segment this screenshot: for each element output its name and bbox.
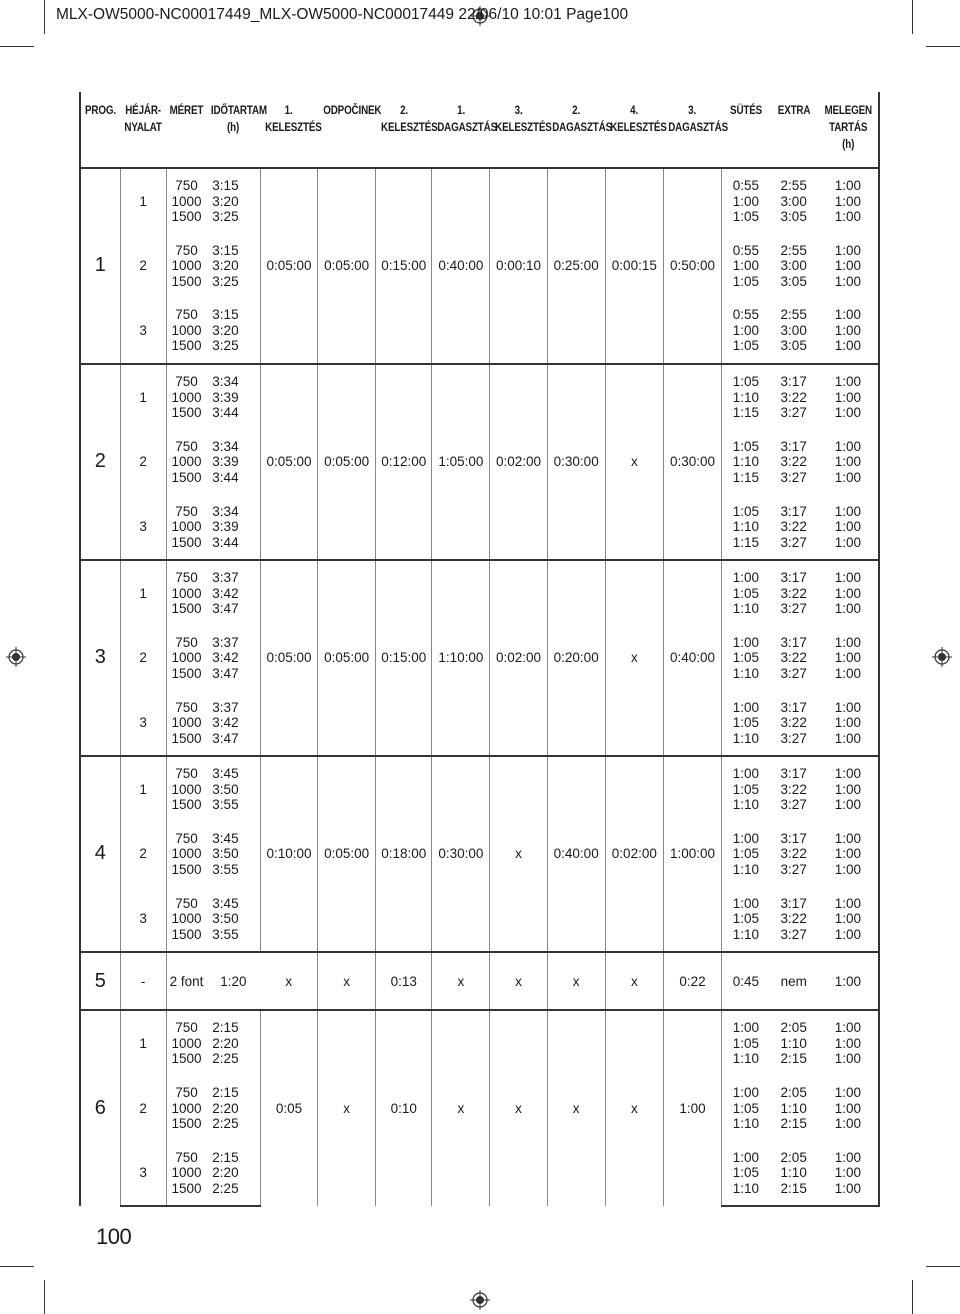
phase-time: 0:05:00: [318, 168, 376, 364]
total-duration: 3:15 3:20 3:25: [206, 234, 260, 299]
extra-time: 3:17 3:22 3:27: [770, 364, 818, 430]
table-cell: 1:00: [818, 952, 879, 1010]
loaf-size: 750 1000 1500: [171, 1085, 202, 1132]
table-cell: x: [432, 952, 490, 1010]
phase-time: 0:10:00: [260, 756, 317, 952]
phase-time: x: [432, 1010, 490, 1206]
column-header: MELEGEN TARTÁS (h): [823, 92, 873, 168]
keep-warm-time: 1:00 1:00 1:00: [818, 560, 879, 626]
crust-level: 2: [120, 234, 166, 299]
phase-time: 0:50:00: [663, 168, 721, 364]
table-row: [80, 756, 879, 822]
phase-time: 0:30:00: [663, 364, 721, 560]
keep-warm-time: 1:00 1:00 1:00: [818, 364, 879, 430]
column-header: 2. KELESZTÉS: [380, 103, 438, 134]
loaf-size: 750 1000 1500: [166, 560, 206, 626]
keep-warm-time: 1:00 1:00 1:00: [818, 756, 879, 822]
registration-mark-icon: [932, 647, 952, 667]
phase-time: 0:05:00: [318, 364, 376, 560]
phase-time: 0:02:00: [605, 756, 663, 952]
phase-time: 0:02:00: [490, 364, 547, 560]
table-cell: x: [260, 952, 317, 1010]
phase-time: 0:30:00: [547, 364, 605, 560]
phase-time: x: [605, 560, 663, 756]
phase-time: 0:10: [376, 1010, 432, 1206]
table-cell: 0:13: [376, 952, 432, 1010]
phase-time: x: [318, 1010, 376, 1206]
bake-time: 0:55 1:00 1:05: [732, 242, 759, 289]
extra-time: 2:55 3:00 3:05: [780, 242, 807, 289]
extra-time: 3:17 3:22 3:27: [780, 895, 807, 942]
program-number: 5: [80, 952, 120, 1010]
bake-time: 1:00 1:05 1:10: [732, 830, 759, 877]
extra-time: 3:17 3:22 3:27: [780, 634, 807, 681]
table-cell: 2 font: [166, 952, 206, 1010]
bake-time: 0:55 1:00 1:05: [732, 307, 759, 354]
bake-time: 1:05 1:10 1:15: [732, 438, 759, 485]
phase-time: 1:00:00: [663, 756, 721, 952]
crust-level: 3: [120, 1141, 166, 1207]
extra-time: 3:17 3:22 3:27: [770, 756, 818, 822]
total-duration: 3:15 3:20 3:25: [206, 168, 260, 234]
crop-mark: [0, 46, 34, 47]
table-cell: 0:45: [722, 952, 770, 1010]
total-duration: 3:45 3:50 3:55: [206, 756, 260, 822]
program-number: 4: [80, 756, 120, 952]
registration-mark-icon: [6, 647, 26, 667]
extra-time: 3:17 3:22 3:27: [770, 560, 818, 626]
keep-warm-time: 1:00 1:00 1:00: [818, 234, 879, 299]
extra-time: 2:55 3:00 3:05: [780, 307, 807, 354]
loaf-size: 750 1000 1500: [166, 756, 206, 822]
keep-warm-time: 1:00 1:00 1:00: [818, 298, 879, 364]
bake-time: 1:00 1:05 1:10: [722, 1141, 770, 1207]
total-duration: 3:34 3:39 3:44: [206, 494, 260, 560]
bake-time: 1:05 1:10 1:15: [722, 364, 770, 430]
table-cell: x: [318, 952, 376, 1010]
extra-time: 3:17 3:22 3:27: [780, 699, 807, 746]
table-cell: x: [547, 952, 605, 1010]
bake-time: 1:00 1:05 1:10: [722, 1010, 770, 1076]
keep-warm-time: 1:00 1:00 1:00: [818, 494, 879, 560]
phase-time: 0:05:00: [260, 364, 317, 560]
loaf-size: 750 1000 1500: [171, 634, 202, 681]
phase-time: 0:30:00: [432, 756, 490, 952]
crust-level: 1: [120, 560, 166, 626]
crop-mark: [912, 1280, 913, 1314]
loaf-size: 750 1000 1500: [171, 699, 202, 746]
keep-warm-time: 1:00 1:00 1:00: [818, 430, 879, 495]
total-duration: 3:37 3:42 3:47: [206, 691, 260, 757]
crust-level: 1: [120, 1010, 166, 1076]
program-number: 3: [80, 560, 120, 756]
column-header: HÉJÁR- NYALAT: [124, 103, 162, 134]
extra-time: 3:17 3:22 3:27: [780, 830, 807, 877]
registration-mark-icon: [470, 1290, 490, 1310]
crop-mark: [912, 0, 913, 34]
total-duration: 2:15 2:20 2:25: [206, 1010, 260, 1076]
crust-level: 3: [120, 494, 166, 560]
phase-time: 0:40:00: [663, 560, 721, 756]
keep-warm-time: 1:00 1:00 1:00: [818, 691, 879, 757]
crust-level: 1: [120, 364, 166, 430]
total-duration: 3:37 3:42 3:47: [206, 560, 260, 626]
column-header: SÜTÉS: [729, 103, 762, 117]
phase-time: 0:05:00: [260, 168, 317, 364]
keep-warm-time: 1:00 1:00 1:00: [818, 1010, 879, 1076]
phase-time: 0:05:00: [318, 560, 376, 756]
extra-time: 2:05 1:10 2:15: [780, 1085, 807, 1132]
keep-warm-time: 1:00 1:00 1:00: [818, 887, 879, 953]
page-number: 100: [96, 1224, 132, 1249]
loaf-size: 750 1000 1500: [171, 438, 202, 485]
phase-time: 0:25:00: [547, 168, 605, 364]
table-cell: 0:22: [663, 952, 721, 1010]
phase-time: 0:18:00: [376, 756, 432, 952]
total-duration: 3:34 3:39 3:44: [206, 364, 260, 430]
phase-time: 0:00:10: [490, 168, 547, 364]
crust-level: 1: [120, 168, 166, 234]
program-number: 6: [80, 1010, 120, 1206]
program-number: 2: [80, 364, 120, 560]
keep-warm-time: 1:00 1:00 1:00: [818, 626, 879, 691]
total-duration: 3:45 3:50 3:55: [206, 887, 260, 953]
phase-time: 1:05:00: [432, 364, 490, 560]
table-header-row: [80, 92, 879, 168]
phase-time: 0:00:15: [605, 168, 663, 364]
column-header: 1. KELESZTÉS: [265, 103, 323, 134]
crop-mark: [0, 1266, 34, 1267]
crust-level: 2: [120, 1076, 166, 1141]
table-cell: -: [120, 952, 166, 1010]
bake-time: 1:00 1:05 1:10: [722, 560, 770, 626]
total-duration: 3:15 3:20 3:25: [206, 298, 260, 364]
table-cell: x: [490, 952, 547, 1010]
extra-time: 2:05 1:10 2:15: [770, 1141, 818, 1207]
phase-time: 0:05:00: [318, 756, 376, 952]
total-duration: 2:15 2:20 2:25: [206, 1076, 260, 1141]
phase-time: 0:05: [260, 1010, 317, 1206]
phase-time: 0:05:00: [260, 560, 317, 756]
crust-level: 3: [120, 298, 166, 364]
column-header: 2. DAGASZTÁS: [552, 103, 613, 134]
crust-level: 3: [120, 887, 166, 953]
bake-time: 1:00 1:05 1:10: [732, 699, 759, 746]
table-row: [80, 168, 879, 234]
keep-warm-time: 1:00 1:00 1:00: [818, 1076, 879, 1141]
phase-time: x: [490, 756, 547, 952]
bake-time: 1:00 1:05 1:10: [732, 1085, 759, 1132]
crop-mark: [44, 1280, 45, 1314]
loaf-size: 750 1000 1500: [166, 1010, 206, 1076]
table-cell: nem: [770, 952, 818, 1010]
loaf-size: 750 1000 1500: [171, 503, 202, 550]
bake-time: 1:00 1:05 1:10: [732, 895, 759, 942]
column-header: 1. DAGASZTÁS: [437, 103, 497, 134]
phase-time: 0:40:00: [547, 756, 605, 952]
loaf-size: 750 1000 1500: [166, 168, 206, 234]
extra-time: 2:55 3:00 3:05: [770, 168, 818, 234]
table-cell: x: [605, 952, 663, 1010]
loaf-size: 750 1000 1500: [171, 895, 202, 942]
total-duration: 3:45 3:50 3:55: [206, 822, 260, 887]
keep-warm-time: 1:00 1:00 1:00: [818, 822, 879, 887]
crust-level: 2: [120, 626, 166, 691]
phase-time: x: [547, 1010, 605, 1206]
phase-time: x: [605, 364, 663, 560]
loaf-size: 750 1000 1500: [171, 307, 202, 354]
column-header: 3. DAGASZTÁS: [668, 103, 729, 134]
keep-warm-time: 1:00 1:00 1:00: [818, 168, 879, 234]
extra-time: 2:05 1:10 2:15: [770, 1010, 818, 1076]
program-table: [79, 92, 880, 1207]
column-header: 4. KELESZTÉS: [610, 103, 667, 134]
keep-warm-time: 1:00 1:00 1:00: [818, 1141, 879, 1207]
bake-time: 1:00 1:05 1:10: [722, 756, 770, 822]
phase-time: 0:15:00: [376, 168, 432, 364]
table-row: [80, 952, 879, 1010]
crop-mark: [926, 46, 960, 47]
phase-time: 0:20:00: [547, 560, 605, 756]
phase-time: 0:40:00: [432, 168, 490, 364]
loaf-size: 750 1000 1500: [166, 1141, 206, 1207]
table-row: [80, 560, 879, 626]
column-header: IDŐTARTAM (h): [211, 103, 268, 134]
phase-time: 1:00: [663, 1010, 721, 1206]
total-duration: 3:34 3:39 3:44: [206, 430, 260, 495]
loaf-size: 750 1000 1500: [171, 830, 202, 877]
crust-level: 2: [120, 430, 166, 495]
table-cell: 1:20: [206, 952, 260, 1010]
extra-time: 3:17 3:22 3:27: [780, 438, 807, 485]
phase-time: 0:02:00: [490, 560, 547, 756]
crust-level: 1: [120, 756, 166, 822]
column-header: ODPOČINEK: [322, 103, 381, 117]
crop-mark: [44, 0, 45, 34]
phase-time: 0:15:00: [376, 560, 432, 756]
column-header: EXTRA: [777, 103, 810, 117]
column-header: PROG.: [84, 92, 117, 168]
loaf-size: 750 1000 1500: [171, 242, 202, 289]
program-number: 1: [80, 168, 120, 364]
print-slug-header: MLX-OW5000-NC00017449_MLX-OW5000-NC00017449 22/06/10 10:01 Page100: [56, 6, 629, 23]
column-header: 3. KELESZTÉS: [495, 103, 552, 134]
total-duration: 2:15 2:20 2:25: [206, 1141, 260, 1207]
phase-time: x: [605, 1010, 663, 1206]
crop-mark: [926, 1266, 960, 1267]
table-row: [80, 364, 879, 430]
extra-time: 3:17 3:22 3:27: [780, 503, 807, 550]
column-header: MÉRET: [169, 103, 204, 117]
total-duration: 3:37 3:42 3:47: [206, 626, 260, 691]
bake-time: 0:55 1:00 1:05: [722, 168, 770, 234]
bake-time: 1:00 1:05 1:10: [732, 634, 759, 681]
phase-time: 1:10:00: [432, 560, 490, 756]
phase-time: x: [490, 1010, 547, 1206]
crust-level: 3: [120, 691, 166, 757]
crust-level: 2: [120, 822, 166, 887]
loaf-size: 750 1000 1500: [166, 364, 206, 430]
table-row: [80, 1010, 879, 1076]
bake-time: 1:05 1:10 1:15: [732, 503, 759, 550]
phase-time: 0:12:00: [376, 364, 432, 560]
